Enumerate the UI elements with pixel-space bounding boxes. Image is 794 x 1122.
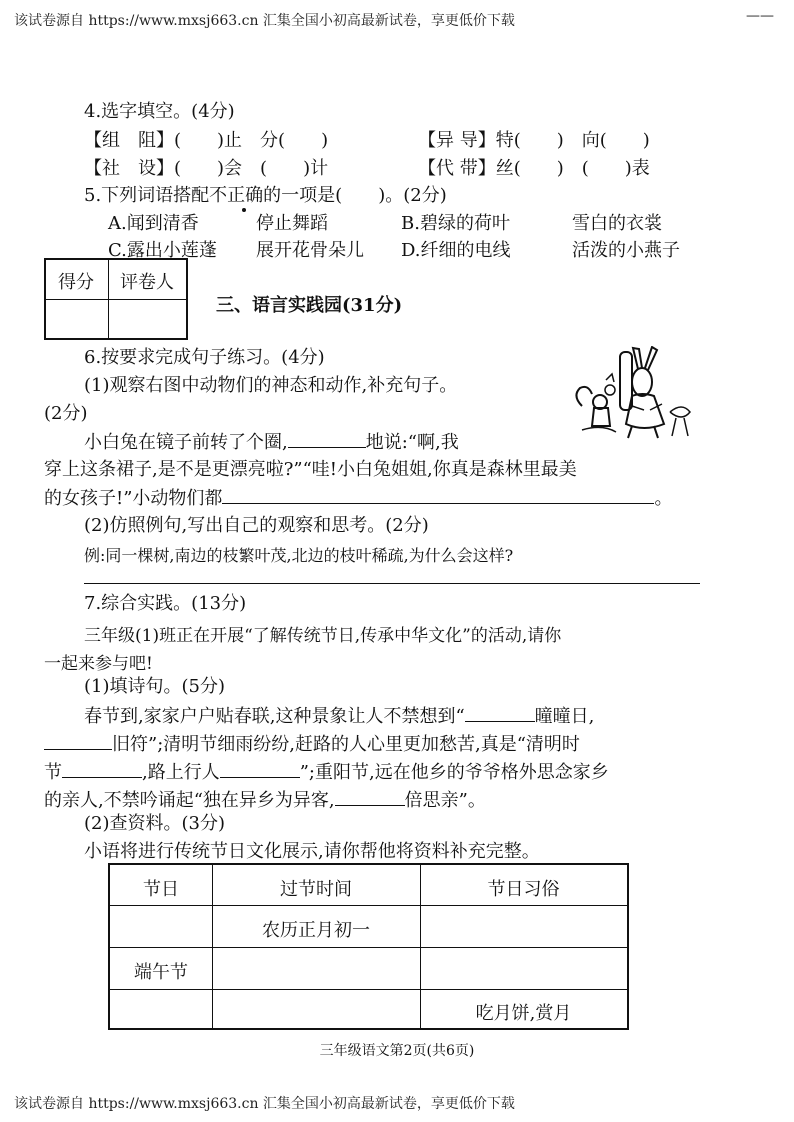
q7-sub1: (1)填诗句。(5分) bbox=[84, 676, 225, 697]
q7-p4-a: 的亲人,不禁吟诵起“独在异乡为异客, bbox=[44, 790, 335, 811]
q4-title: 4.选字填空。(4分) bbox=[84, 101, 235, 122]
q5-option-b1: B.碧绿的荷叶 bbox=[401, 213, 510, 234]
festival-table bbox=[108, 863, 629, 1030]
q7-poem-line1 bbox=[84, 703, 594, 730]
q7-p3-c: ”;重阳节,远在他乡的爷爷格外思念家乡 bbox=[299, 762, 609, 783]
table-header-date: 过节时间 bbox=[280, 879, 352, 900]
q6-line1-b: 地说:“啊,我 bbox=[365, 432, 459, 453]
q4-row1-b: 【异 导】特( ) 向( ) bbox=[418, 130, 650, 151]
q6-sub1: (1)观察右图中动物们的神态和动作,补充句子。 bbox=[84, 375, 458, 396]
q7-sub2: (2)查资料。(3分) bbox=[84, 813, 225, 834]
q6-title: 6.按要求完成句子练习。(4分) bbox=[84, 347, 325, 368]
q7-poem-line4 bbox=[44, 787, 486, 814]
page-number-label: 三年级语文第2页(共6页) bbox=[319, 1043, 475, 1059]
q6-sub2: (2)仿照例句,写出自己的观察和思考。(2分) bbox=[84, 515, 429, 536]
q5-option-c1: C.露出小莲蓬 bbox=[108, 240, 217, 261]
grader-label: 评卷人 bbox=[120, 272, 174, 293]
q5-option-d1: D.纤细的电线 bbox=[401, 240, 511, 261]
q6-line3 bbox=[44, 485, 672, 512]
answer-blank[interactable] bbox=[465, 703, 535, 722]
q5-option-d2: 活泼的小燕子 bbox=[572, 240, 680, 261]
q6-line2: 穿上这条裙子,是不是更漂亮啦?”“哇!小白兔姐姐,你真是森林里最美 bbox=[44, 459, 577, 480]
answer-blank[interactable] bbox=[222, 485, 654, 504]
q7-poem-line2 bbox=[44, 731, 580, 758]
q4-row1-a: 【组 阻】( )止 分( ) bbox=[84, 130, 329, 151]
q7-intro1: 三年级(1)班正在开展“了解传统节日,传承中华文化”的活动,请你 bbox=[84, 626, 562, 646]
answer-blank[interactable] bbox=[335, 787, 405, 806]
q7-poem-line3 bbox=[44, 759, 609, 786]
q6-example: 例:同一棵树,南边的枝繁叶茂,北边的枝叶稀疏,为什么会这样? bbox=[84, 546, 514, 565]
answer-blank[interactable] bbox=[220, 759, 300, 778]
header-dash: —— bbox=[746, 8, 774, 24]
answer-blank[interactable] bbox=[288, 429, 366, 448]
q5-title: 5.下列词语搭配不正确的一项是( )。(2分) bbox=[84, 185, 447, 206]
source-header: 该试卷源自 https://www.mxsj663.cn 汇集全国小初高最新试卷，享更低价下载 bbox=[14, 13, 515, 29]
q7-p1-b: 曈曈日, bbox=[534, 706, 595, 727]
q7-intro2: 一起来参与吧! bbox=[44, 654, 153, 674]
q7-p1-a: 春节到,家家户户贴春联,这种景象让人不禁想到“ bbox=[84, 706, 465, 727]
source-footer: 该试卷源自 https://www.mxsj663.cn 汇集全国小初高最新试卷，享更低价下载 bbox=[14, 1096, 515, 1112]
emphasis-dot bbox=[242, 208, 246, 212]
answer-blank[interactable] bbox=[62, 759, 142, 778]
table-cell: 吃月饼,赏月 bbox=[475, 1003, 572, 1024]
q4-row2-b: 【代 带】丝( ) ( )表 bbox=[418, 158, 650, 179]
answer-blank[interactable] bbox=[44, 731, 112, 750]
score-box bbox=[44, 258, 188, 340]
q7-p4-b: 倍思亲”。 bbox=[404, 790, 486, 811]
q5-option-a1: A.闻到清香 bbox=[108, 213, 199, 234]
q5-option-a2: 停止舞蹈 bbox=[256, 213, 328, 234]
q6-sub1-score: (2分) bbox=[44, 403, 88, 424]
table-header-custom: 节日习俗 bbox=[487, 879, 560, 900]
q5-option-c2: 展开花骨朵儿 bbox=[256, 240, 364, 261]
q7-p3-b: ,路上行人 bbox=[142, 762, 220, 783]
q5-option-b2: 雪白的衣裳 bbox=[572, 213, 662, 234]
table-cell: 端午节 bbox=[134, 962, 188, 983]
q6-line1 bbox=[84, 429, 459, 456]
q7-p2-b: 旧符”;清明节细雨纷纷,赶路的人心里更加愁苦,真是“清明时 bbox=[112, 734, 580, 755]
q4-row2-a: 【社 设】( )会 ( )计 bbox=[84, 158, 329, 179]
section-3-title: 三、语言实践园(31分) bbox=[216, 295, 403, 316]
q6-line1-a: 小白兔在镜子前转了个圈, bbox=[84, 432, 288, 453]
rabbit-and-squirrel-illustration bbox=[572, 346, 698, 442]
q6-line3-end: 。 bbox=[654, 488, 673, 509]
q7-title: 7.综合实践。(13分) bbox=[84, 593, 247, 614]
q7-sub2-desc: 小语将进行传统节日文化展示,请你帮他将资料补充完整。 bbox=[84, 841, 540, 862]
table-cell: 农历正月初一 bbox=[262, 920, 370, 941]
q6-line3-a: 的女孩子!”小动物们都 bbox=[44, 488, 223, 509]
q7-p3-a: 节 bbox=[44, 762, 62, 783]
score-label: 得分 bbox=[58, 272, 94, 293]
table-header-festival: 节日 bbox=[143, 879, 179, 900]
answer-line[interactable] bbox=[84, 583, 700, 584]
